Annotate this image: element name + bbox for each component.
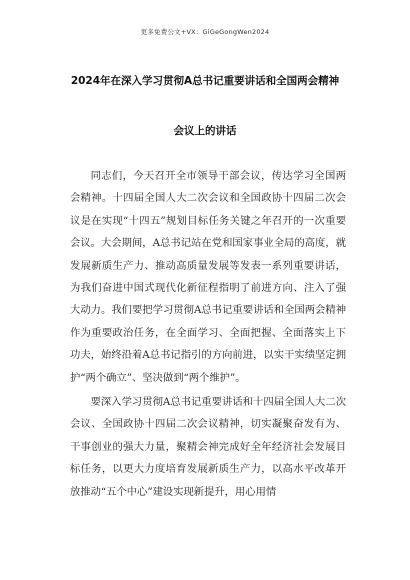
document-body [70, 165, 346, 503]
document-subtitle: 会议上的讲话 [173, 125, 237, 137]
header-note: 更多免费公文+VX：GiGeGongWen2024 [140, 28, 270, 36]
body-paragraph: 同志们，今天召开全市领导干部会议，传达学习全国两会精神。十四届全国人大二次会议和全国政协十四届二次会议是在实现“十四五”规划目标任务关键之年召开的一次重要会议。大会期间，A总书记站在党和国家事业全局的高度，就发展新质生产力、推动高质量发展等发表一系列重要讲话，为我们奋进中国式现代化新征程指明了前进方向、注入了强大动力。我们要把学习贯彻A总书记重要讲话和全国两会精神作为重要政治任务，在全面学习、全面把握、全面落实上下功夫，始终沿着A总书记指引的方向前进，以实干实绩坚定拥护“两个确立”、坚决做到“两个维护”。 [70, 170, 346, 384]
body-paragraph: 要深入学习贯彻A总书记重要讲话和十四届全国人大二次会议、全国政协十四届二次会议精神，切实凝聚奋发有为、干事创业的强大力量，聚精会神完成好全年经济社会发展目标任务，以更大力度培育发展新质生产力，以高水平改革开放推动“五个中心”建设实现新提升，用心用情 [70, 396, 346, 498]
document-title: 2024年在深入学习贯彻A总书记重要讲话和全国两会精神 [70, 75, 340, 87]
